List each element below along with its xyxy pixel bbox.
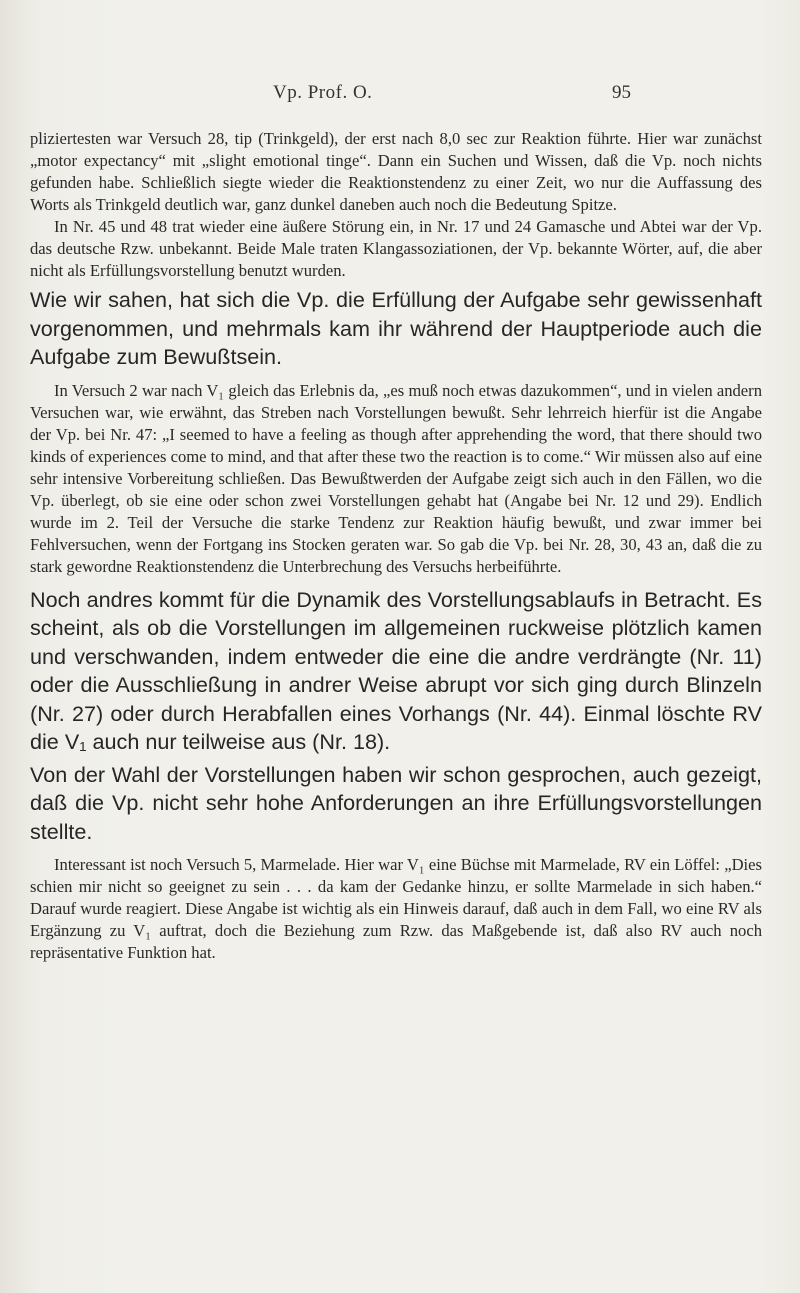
body-text — [30, 128, 762, 964]
page-number: 95 — [612, 82, 631, 103]
paragraph-aufgabe-bewusstsein: Wie wir sahen, hat sich die Vp. die Erfüllung der Aufgabe sehr gewissenhaft vorgenommen, und mehrmals kam ihr während der Hauptperiode auch die Aufgabe zum Bewußtsein. — [30, 287, 762, 369]
paragraph-dynamik: Noch andres kommt für die Dynamik des Vorstellungsablaufs in Betracht. Es scheint, als ob die Vorstellungen im allgemeinen ruckweise plötzlich kamen und verschwanden, indem entweder die eine die andre verdrängte (Nr. 11) oder die Ausschließung in andrer Weise abrupt vor sich ging durch Blinzeln (Nr. 27) oder durch Herabfallen eines Vorhangs (Nr. 44). Einmal löschte RV die V₁ auch nur teilweise aus (Nr. 18). — [30, 586, 762, 754]
paragraph-stoerung: In Nr. 45 und 48 trat wieder eine äußere Störung ein, in Nr. 17 und 24 Gamasche und Abtei war der Vp. das deutsche Rzw. unbekannt. Beide Male traten Klangassoziationen, der Vp. bekannte Wörter, auf, die aber nicht als Erfüllungsvorstellung benutzt wurden. — [30, 217, 762, 280]
paragraph-versuch-2: In Versuch 2 war nach V₁ gleich das Erlebnis da, „es muß noch etwas dazukommen“, und in vielen andern Versuchen war, wie erwähnt, das Streben nach Vorstellungen bewußt. Sehr lehrreich hierfür ist die Angabe der Vp. bei Nr. 47: „I seemed to have a feeling as though after apprehending the word, that there should two kinds of experiences come to mind, and that after these two the reaction is to come.“ Wir müssen also auf eine sehr intensive Vorbereitung schließen. Das Bewußtwerden der Aufgabe zeigt sich auch in den Fällen, wo die Vp. überlegt, ob sie eine oder schon zwei Vorstellungen gehabt hat (Angabe bei Nr. 12 und 29). Endlich wurde im 2. Teil der Versuche die starke Tendenz zur Reaktion häufig bewußt, und zwar immer bei Fehlversuchen, wenn der Fortgang ins Stocken geraten war. So gab die Vp. bei Nr. 28, 30, 43 an, daß die zu stark gewordne Reaktionstendenz die Unterbrechung des Versuchs herbeiführte. — [30, 380, 762, 576]
page-header — [0, 82, 800, 112]
paragraph-versuch-28: pliziertesten war Versuch 28, tip (Trinkgeld), der erst nach 8,0 sec zur Reaktion führte. Hier war zunächst „motor expectancy“ mit „slight emotional tinge“. Dann ein Suchen und Wissen, daß die Vp. noch nichts gefunden habe. Schließlich siegte wieder die Reaktionstendenz zu einer Zeit, wo nur die Auffassung des Worts als Trinkgeld deutlich war, ganz dunkel daneben auch noch die Bedeutung Spitze. — [30, 129, 762, 214]
running-head: Vp. Prof. O. — [273, 82, 373, 103]
paragraph-wahl: Von der Wahl der Vorstellungen haben wir schon gesprochen, auch gezeigt, daß die Vp. nicht sehr hohe Anforderungen an ihre Erfüllungsvorstellungen stellte. — [30, 761, 762, 844]
paragraph-marmelade: Interessant ist noch Versuch 5, Marmelade. Hier war V₁ eine Büchse mit Marmelade, RV ein Löffel: „Dies schien mir nicht so geeignet zu sein . . . da kam der Gedanke hinzu, er sollte Marmelade in sich haben.“ Darauf wurde reagiert. Diese Angabe ist wichtig als ein Hinweis darauf, daß auch in dem Fall, wo eine RV als Ergänzung zu V₁ auftrat, doch die Beziehung zum Rzw. das Maßgebende ist, daß also RV auch noch repräsentative Funktion hat. — [30, 855, 762, 962]
